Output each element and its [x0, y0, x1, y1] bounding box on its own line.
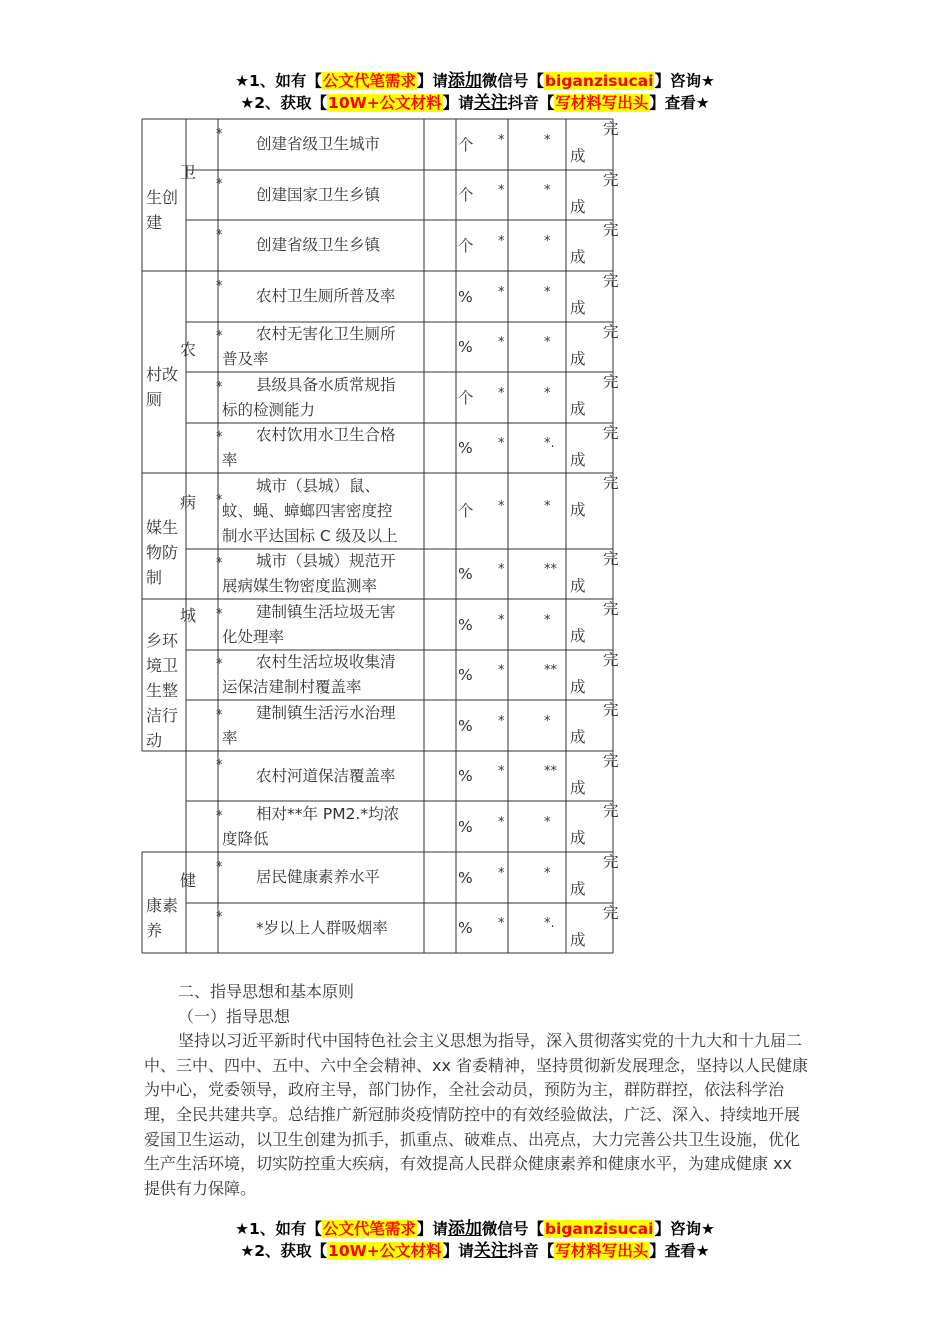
unit: % — [458, 868, 473, 887]
category-label: 城 — [180, 606, 197, 625]
unit: % — [458, 716, 473, 735]
row-index-mark: * — [216, 177, 223, 192]
banner-line-1: ★1、如有【公文代笔需求】请添加微信号【biganzisucai】咨询★ — [235, 1219, 715, 1239]
target-value: * — [498, 183, 505, 198]
status-line1: 完 — [603, 600, 619, 618]
row-index-mark: * — [216, 606, 223, 622]
category-label: 生整 — [146, 681, 179, 700]
status-line2: 成 — [570, 678, 586, 696]
status-line1: 完 — [603, 853, 619, 871]
category-label: 生创 — [146, 188, 179, 207]
actual-value: * — [544, 132, 551, 148]
item-name-cont: 蚊、蝇、蟑螂四害密度控 — [222, 501, 393, 520]
body-section — [144, 980, 809, 1201]
item-name: 创建省级卫生乡镇 — [256, 236, 381, 254]
item-name: 城市（县城）鼠、 — [256, 476, 381, 495]
banner-line-1: ★1、如有【公文代笔需求】请添加微信号【biganzisucai】咨询★ — [235, 71, 715, 91]
target-value: * — [498, 764, 505, 779]
item-name: 建制镇生活污水治理 — [256, 703, 396, 722]
item-name: 创建国家卫生乡镇 — [256, 185, 381, 204]
actual-value: * — [544, 865, 551, 881]
target-value: * — [498, 499, 505, 514]
category-label: 动 — [146, 731, 163, 750]
category-label: 康素 — [146, 896, 179, 915]
item-name-cont: 度降低 — [222, 829, 269, 848]
status-line2: 成 — [570, 779, 586, 797]
category-label: 媒生 — [146, 518, 179, 537]
category-label: 卫 — [180, 163, 197, 182]
item-name: 农村饮用水卫生合格 — [256, 426, 396, 444]
status-line2: 成 — [570, 931, 586, 949]
category-label: 洁行 — [146, 706, 179, 725]
category-label: 病 — [180, 493, 197, 512]
item-name-cont: 普及率 — [222, 350, 269, 368]
status-line1: 完 — [603, 424, 619, 442]
unit: % — [458, 338, 473, 356]
item-name: 农村无害化卫生厕所 — [256, 325, 396, 343]
row-index-mark: * — [216, 278, 223, 294]
item-name: *岁以上人群吸烟率 — [256, 918, 388, 937]
row-index-mark: * — [216, 910, 223, 925]
target-value: * — [498, 814, 505, 830]
actual-value: ** — [544, 663, 557, 678]
item-name: 农村河道保洁覆盖率 — [256, 766, 396, 785]
item-name-cont: 率 — [222, 728, 238, 747]
category-label: 建 — [146, 213, 163, 232]
item-name: 建制镇生活垃圾无害 — [256, 602, 396, 621]
status-line1: 完 — [603, 550, 619, 568]
target-value: * — [498, 663, 505, 678]
status-line1: 完 — [603, 802, 619, 820]
item-name-cont: 制水平达国标 C 级及以上 — [222, 526, 398, 545]
unit: % — [458, 615, 473, 634]
status-line1: 完 — [603, 323, 619, 341]
item-name: 居民健康素养水平 — [256, 868, 381, 886]
target-value: * — [498, 713, 505, 729]
category-label: 境卫 — [146, 656, 179, 675]
actual-value: * — [544, 183, 551, 198]
item-name: 城市（县城）规范开 — [256, 552, 396, 570]
unit: % — [458, 439, 473, 457]
actual-value: * — [544, 814, 551, 830]
status-line1: 完 — [603, 701, 619, 719]
section-paragraph: 坚持以习近平新时代中国特色社会主义思想为指导，深入贯彻落实党的十九大和十九届二中、三中、四中、五中、六中全会精神、xx 省委精神，坚持贯彻新发展理念，坚持以人民健康为中心，党委领导，政府主导，部门协作，全社会动员，预防为主，群防群控，依法科学治理，全民共建共享。总结推广新冠肺炎疫情防控中的有效经验做法，广泛、深入、持续地开展爱国卫生运动，以卫生创建为抓手，抓重点、破难点、出亮点，大力完善公共卫生设施，优化生产生活环境，切实防控重大疾病，有效提高人民群众健康素养和健康水平，为建成健康 xx 提供有力保障。 — [144, 1031, 809, 1198]
actual-value: * — [544, 385, 551, 401]
row-index-mark: * — [216, 808, 223, 824]
status-line2: 成 — [570, 451, 586, 469]
target-value: * — [498, 865, 505, 881]
status-line2: 成 — [570, 501, 586, 519]
status-line1: 完 — [603, 272, 619, 290]
status-line1: 完 — [603, 120, 619, 138]
category-label: 物防 — [146, 543, 179, 562]
status-line2: 成 — [570, 198, 586, 216]
status-line1: 完 — [603, 752, 619, 770]
row-index-mark: * — [216, 859, 223, 875]
unit: 个 — [458, 502, 474, 520]
row-index-mark: * — [216, 556, 223, 571]
unit: % — [458, 565, 473, 583]
target-value: * — [498, 284, 505, 300]
banner-line-2: ★2、获取【10W+公文材料】请关注抖音【写材料写出头】查看★ — [240, 1241, 710, 1261]
unit: 个 — [458, 388, 474, 407]
status-line2: 成 — [570, 350, 586, 368]
item-name: 创建省级卫生城市 — [256, 135, 381, 153]
item-name: 农村生活垃圾收集清 — [256, 653, 396, 671]
actual-value: ** — [544, 562, 557, 577]
item-name-cont: 化处理率 — [222, 627, 285, 646]
row-index-mark: * — [216, 227, 223, 243]
category-label: 养 — [146, 921, 163, 940]
status-line2: 成 — [570, 829, 586, 847]
unit: % — [458, 919, 473, 937]
unit: 个 — [458, 135, 474, 154]
status-line2: 成 — [570, 627, 586, 645]
category-label: 制 — [146, 568, 163, 587]
row-index-mark: * — [216, 126, 223, 142]
item-name: 县级具备水质常规指 — [256, 375, 396, 394]
item-name-cont: 标的检测能力 — [222, 400, 316, 419]
section-heading: 二、指导思想和基本原则 — [178, 982, 355, 1001]
actual-value: *. — [544, 436, 555, 451]
actual-value: ** — [544, 764, 557, 779]
status-line2: 成 — [570, 400, 586, 418]
category-label: 健 — [180, 871, 197, 890]
item-name: 农村卫生厕所普及率 — [256, 287, 396, 305]
unit: % — [458, 666, 473, 684]
row-index-mark: * — [216, 657, 223, 672]
actual-value: *. — [544, 916, 555, 931]
actual-value: * — [544, 284, 551, 300]
status-line2: 成 — [570, 880, 586, 898]
item-name: 相对**年 PM2.*均浓 — [256, 804, 400, 823]
category-label: 乡环 — [146, 631, 179, 650]
item-name-cont: 展病媒生物密度监测率 — [222, 577, 378, 595]
actual-value: * — [544, 233, 551, 249]
unit: 个 — [458, 236, 474, 255]
unit: % — [458, 767, 473, 785]
unit: 个 — [458, 186, 474, 204]
row-index-mark: * — [216, 707, 223, 723]
target-value: * — [498, 132, 505, 148]
status-line1: 完 — [603, 171, 619, 189]
banner-line-2: ★2、获取【10W+公文材料】请关注抖音【写材料写出头】查看★ — [240, 93, 710, 113]
target-value: * — [498, 385, 505, 401]
section-subheading: （一）指导思想 — [178, 1006, 291, 1026]
status-line2: 成 — [570, 248, 586, 266]
status-line2: 成 — [570, 728, 586, 746]
status-line1: 完 — [603, 904, 619, 922]
row-index-mark: * — [216, 758, 223, 773]
row-index-mark: * — [216, 430, 223, 445]
category-label: 厕 — [146, 390, 163, 409]
status-line1: 完 — [603, 651, 619, 669]
unit: % — [458, 287, 473, 306]
actual-value: * — [544, 612, 551, 628]
category-label: 村改 — [146, 365, 179, 384]
status-line1: 完 — [603, 474, 619, 492]
target-value: * — [498, 335, 505, 350]
target-value: * — [498, 916, 505, 931]
row-index-mark: * — [216, 379, 223, 395]
target-value: * — [498, 562, 505, 577]
status-line1: 完 — [603, 221, 619, 239]
row-index-mark: * — [216, 493, 223, 508]
target-value: * — [498, 436, 505, 451]
actual-value: * — [544, 713, 551, 729]
status-line1: 完 — [603, 373, 619, 391]
actual-value: * — [544, 499, 551, 514]
item-name-cont: 运保洁建制村覆盖率 — [222, 678, 362, 696]
item-name-cont: 率 — [222, 451, 238, 469]
row-index-mark: * — [216, 329, 223, 344]
unit: % — [458, 817, 473, 836]
target-value: * — [498, 233, 505, 249]
actual-value: * — [544, 335, 551, 350]
target-value: * — [498, 612, 505, 628]
category-label: 农 — [180, 340, 197, 359]
status-line2: 成 — [570, 577, 586, 595]
status-line2: 成 — [570, 299, 586, 317]
status-line2: 成 — [570, 147, 586, 165]
banner-bottom — [0, 1218, 950, 1262]
